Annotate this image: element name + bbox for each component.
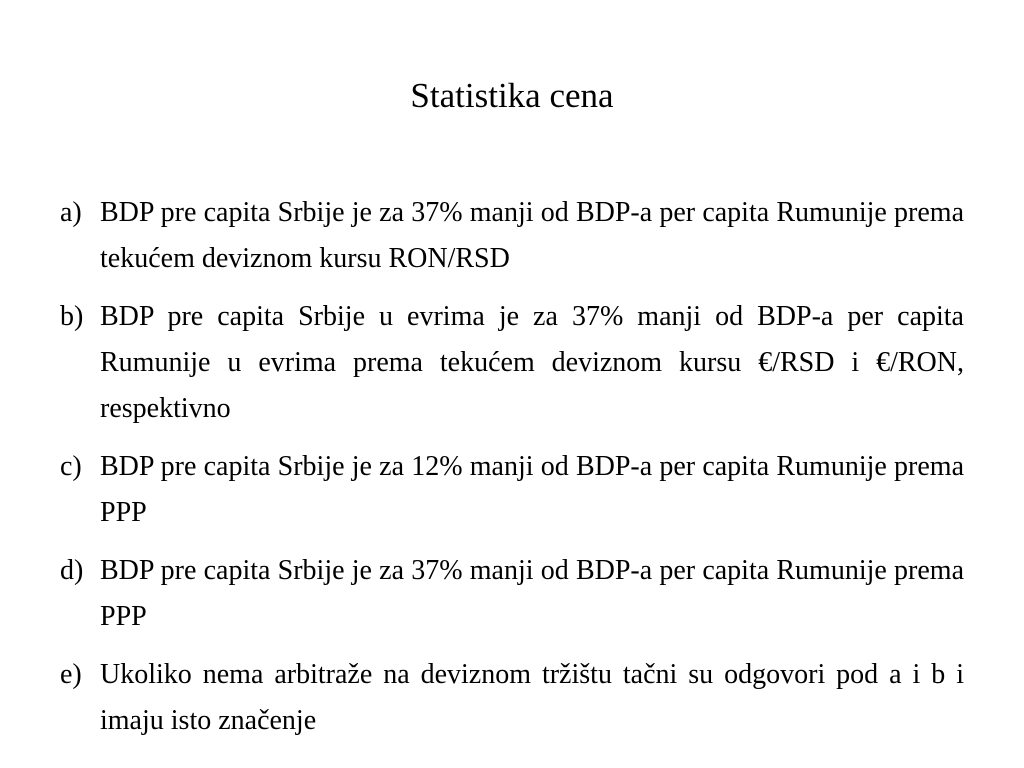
option-text: BDP pre capita Srbije je za 12% manji od BDP-a per capita Rumunije prema PPP: [100, 451, 964, 528]
option-marker: d): [60, 555, 84, 586]
answer-option-c: [60, 444, 964, 536]
option-marker: a): [60, 197, 82, 228]
option-text: BDP pre capita Srbije je za 37% manji od BDP-a per capita Rumunije prema tekućem deviznom kursu RON/RSD: [100, 197, 964, 274]
option-marker: c): [60, 451, 82, 482]
option-text: Ukoliko nema arbitraže na deviznom tržištu tačni su odgovori pod a i b i imaju isto značenje: [100, 659, 964, 736]
answer-option-a: [60, 190, 964, 282]
slide-title: Statistika cena: [410, 76, 614, 115]
answer-options-list: [60, 190, 964, 756]
answer-option-e: [60, 652, 964, 744]
answer-option-d: [60, 548, 964, 640]
option-text: BDP pre capita Srbije je za 37% manji od BDP-a per capita Rumunije prema PPP: [100, 555, 964, 632]
option-marker: b): [60, 301, 84, 332]
option-text: BDP pre capita Srbije u evrima je za 37% manji od BDP-a per capita Rumunije u evrima prema tekućem deviznom kursu €/RSD i €/RON, respektivno: [100, 301, 964, 424]
answer-option-b: [60, 294, 964, 432]
option-marker: e): [60, 659, 82, 690]
